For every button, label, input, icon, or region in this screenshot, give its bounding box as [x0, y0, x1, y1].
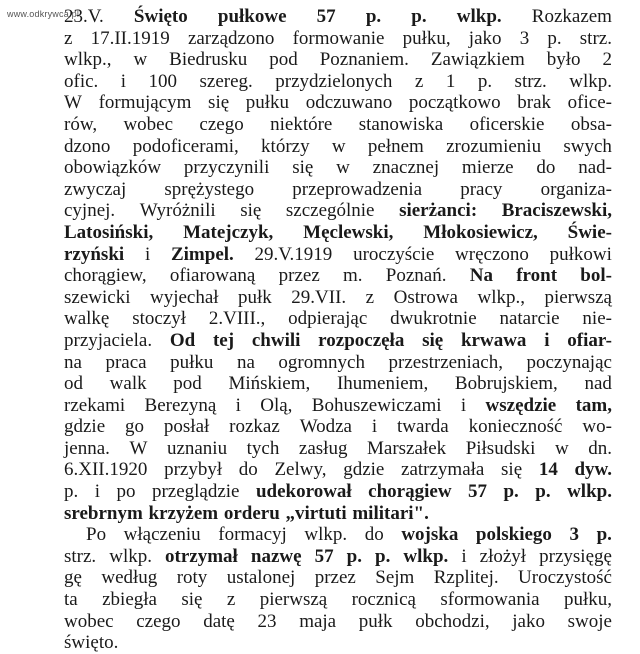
paragraph	[64, 6, 612, 524]
word: rozpoczęła	[318, 329, 405, 351]
word: 2.VIII.,	[208, 308, 266, 330]
word: tej	[212, 329, 235, 351]
word: gę	[64, 567, 82, 589]
word: przez	[314, 567, 356, 589]
word: podoficerami,	[132, 135, 239, 157]
word: się	[501, 459, 523, 481]
word: obowiązków	[64, 157, 162, 179]
word: się	[240, 200, 262, 222]
word: przysięgę	[539, 545, 612, 567]
word: czego	[136, 610, 181, 632]
text-line	[64, 524, 612, 546]
word: z	[226, 589, 236, 611]
word: p.	[535, 481, 551, 503]
word: Zimpel.	[170, 243, 234, 265]
word: datę	[203, 610, 235, 632]
text-line	[64, 200, 612, 222]
word: swoje	[567, 610, 612, 632]
word: pułku	[170, 351, 214, 373]
word: p.	[365, 6, 382, 27]
text-line	[64, 114, 612, 136]
word: Ihumeniem,	[336, 373, 429, 395]
word: chwili	[251, 329, 301, 351]
word: początkowo	[408, 92, 501, 114]
word: twarda	[397, 416, 449, 438]
word: 3	[519, 27, 530, 49]
word: rozkaz	[229, 416, 280, 438]
text-line	[64, 71, 612, 93]
word: Latosiński,	[64, 221, 154, 243]
word: jako	[468, 27, 502, 49]
word: maja	[299, 610, 337, 632]
word: ofiarowaną	[169, 265, 256, 287]
word: Męclewski,	[303, 221, 394, 243]
word: jenna.	[64, 437, 110, 459]
word: 17.II.1919	[90, 27, 170, 49]
word: ofice-	[567, 92, 612, 114]
word: posłał	[163, 416, 210, 438]
word: rocznicą	[351, 589, 416, 611]
word: wlkp.,	[64, 49, 112, 71]
word: dyw.	[574, 459, 612, 481]
word: Piłsudski	[465, 437, 536, 459]
word: pierwszą	[259, 589, 328, 611]
word: bol-	[580, 265, 612, 287]
text-line	[64, 395, 612, 417]
word: formującym	[98, 92, 192, 114]
word: się	[181, 589, 203, 611]
word: formowanie	[292, 27, 385, 49]
text-line	[64, 28, 612, 50]
word: jako	[512, 610, 545, 632]
word: praca	[105, 351, 147, 373]
word: pułkowi	[549, 243, 612, 265]
word: przyjaciela.	[64, 329, 153, 351]
word: ofic.	[64, 70, 99, 92]
word: zatrzymała	[401, 459, 485, 481]
word: orderu	[223, 502, 280, 524]
word: pułku	[245, 92, 290, 114]
word: którzy	[261, 135, 310, 157]
word: p.	[375, 545, 391, 567]
text-line	[64, 546, 612, 568]
word: tam,	[575, 394, 612, 416]
word: 3	[569, 524, 580, 546]
word: niektóre	[270, 113, 333, 135]
word: Rzplitej.	[433, 567, 499, 589]
word: i	[120, 70, 127, 92]
word: zwyczaj	[64, 178, 127, 200]
word: wlkp.	[403, 545, 449, 567]
text-line	[64, 308, 612, 330]
text-line	[64, 438, 612, 460]
word: wlkp.,	[477, 286, 525, 308]
word: wo-	[582, 416, 612, 438]
word: krwawa	[460, 329, 527, 351]
word: dzono	[64, 135, 111, 157]
word: wszędzie	[485, 394, 557, 416]
word: Uroczystość	[518, 567, 612, 589]
word: szczególnie	[285, 200, 375, 222]
word: wlkp.	[567, 481, 612, 503]
word: i	[461, 545, 467, 567]
text-line	[64, 352, 612, 374]
word: zrozumieniu	[446, 135, 542, 157]
word: nazwę	[250, 545, 302, 567]
word: pułk	[238, 286, 272, 308]
text-line	[64, 503, 612, 525]
word: stoczył	[132, 308, 187, 330]
word: pułku,	[563, 589, 612, 611]
word: roty	[176, 567, 208, 589]
word: Bobrujskiem,	[454, 373, 558, 395]
text-line	[64, 632, 612, 654]
word: ustalonej	[226, 567, 296, 589]
word: ta	[64, 589, 78, 611]
word: sierżanci:	[399, 200, 478, 222]
word: chorągiew,	[64, 265, 147, 287]
text-line	[64, 459, 612, 481]
word: święto.	[64, 632, 119, 654]
word: nad	[584, 373, 612, 395]
word: oficerskie	[469, 113, 545, 135]
word: udekorował	[255, 481, 352, 503]
text-line	[64, 373, 612, 395]
word: wobec	[64, 610, 114, 632]
word: swych	[563, 135, 612, 157]
word: 57	[316, 6, 336, 27]
word: Wyróżnili	[139, 200, 216, 222]
word: wlkp.	[304, 524, 348, 546]
word: 2	[602, 49, 612, 71]
word: rzyński	[64, 243, 125, 265]
text-line	[64, 6, 612, 28]
text-line	[64, 611, 612, 633]
word: uznaniu	[166, 437, 228, 459]
word: przez	[278, 265, 320, 287]
word: krzyżem	[148, 502, 219, 524]
word: walkę	[64, 308, 110, 330]
watermark: www.odkrywca.pl	[7, 9, 80, 19]
word: W	[129, 437, 148, 459]
word: 29.VII.	[291, 286, 347, 308]
word: p.	[596, 524, 612, 546]
word: na	[236, 351, 255, 373]
word: do	[364, 524, 384, 546]
word: p.	[547, 27, 562, 49]
word: Poznaniem.	[319, 49, 409, 71]
word: konieczność	[468, 416, 563, 438]
word: wręczono	[455, 243, 529, 265]
text-line	[64, 589, 612, 611]
text-line	[64, 481, 612, 503]
word: uroczyście	[353, 243, 435, 265]
word: gdzie	[64, 416, 106, 438]
word: stanowiska	[358, 113, 444, 135]
word: organiza-	[540, 178, 612, 200]
word: Od	[169, 329, 196, 351]
word: 57	[314, 545, 334, 567]
word: Biedrusku	[169, 49, 248, 71]
word: Ostrowa	[393, 286, 458, 308]
word: z	[64, 27, 73, 49]
word: p.	[477, 70, 493, 92]
word: wyjechał	[149, 286, 219, 308]
text-line	[64, 49, 612, 71]
word: m.	[343, 265, 363, 287]
word: się	[422, 329, 444, 351]
word: pułk	[358, 610, 393, 632]
word: Olą,	[260, 394, 293, 416]
word: zasług	[298, 437, 348, 459]
word: ogromnych	[278, 351, 365, 373]
word: wlkp.	[109, 545, 152, 567]
word: przyczynili	[183, 157, 270, 179]
word: Berezyną	[144, 394, 217, 416]
word: rzekami	[64, 394, 126, 416]
word: pod	[269, 49, 298, 71]
word: Bohuszewiczami	[311, 394, 442, 416]
word: Poznań.	[385, 265, 447, 287]
text-line	[64, 287, 612, 309]
paragraph	[64, 524, 612, 654]
word: i	[94, 481, 100, 503]
word: sformowania	[440, 589, 540, 611]
word: natarcie	[499, 308, 560, 330]
word: obchodzi,	[415, 610, 490, 632]
word: Marszałek	[367, 437, 447, 459]
word: 6.XII.1920	[64, 459, 148, 481]
word: zbiegła	[102, 589, 157, 611]
word: włączeniu	[123, 524, 201, 546]
word: przydzielonych	[275, 70, 393, 92]
word: strz.	[64, 545, 97, 567]
word: walk	[109, 373, 147, 395]
word: pułku,	[402, 27, 451, 49]
word: i	[460, 394, 467, 416]
word: Matejczyk,	[183, 221, 274, 243]
word: Na	[469, 265, 493, 287]
word: strz.	[514, 70, 547, 92]
word: 23.V.	[64, 6, 104, 27]
word: Młokosiewicz,	[423, 221, 538, 243]
word: sprężystego	[164, 178, 255, 200]
word: 23	[257, 610, 277, 632]
word: się	[292, 157, 314, 179]
word: do	[536, 157, 556, 179]
word: i	[371, 416, 378, 438]
word: od	[64, 373, 83, 395]
word: przybył	[164, 459, 223, 481]
article-text	[64, 6, 612, 654]
word: W	[64, 92, 82, 114]
text-line	[64, 222, 612, 244]
word: 14	[538, 459, 558, 481]
word: i	[144, 243, 151, 265]
word: „virtuti	[285, 502, 347, 524]
word: nad-	[578, 157, 612, 179]
word: militari".	[352, 502, 429, 524]
word: pod	[173, 373, 202, 395]
word: szereg.	[199, 70, 253, 92]
word: wojska	[401, 524, 459, 546]
word: p.	[503, 481, 519, 503]
word: odpierając	[288, 308, 368, 330]
word: znacznej	[372, 157, 440, 179]
word: z	[414, 70, 424, 92]
text-line	[64, 567, 612, 589]
word: brak	[517, 92, 552, 114]
text-line	[64, 92, 612, 114]
word: gdzie	[343, 459, 385, 481]
text-line	[64, 265, 612, 287]
word: nie-	[582, 308, 612, 330]
word: Wodza	[299, 416, 352, 438]
word: i	[235, 394, 241, 416]
word: 29.V.1919	[254, 243, 333, 265]
word: w	[331, 135, 346, 157]
word: się	[208, 92, 230, 114]
word: 57	[468, 481, 488, 503]
text-line	[64, 157, 612, 179]
word: p.	[346, 545, 362, 567]
word: mierze	[461, 157, 514, 179]
word: 1	[445, 70, 456, 92]
word: srebrnym	[64, 502, 143, 524]
word: pracy	[460, 178, 503, 200]
word: według	[101, 567, 158, 589]
word: czego	[199, 113, 244, 135]
word: obsa-	[570, 113, 612, 135]
word: Braciszewski,	[501, 200, 612, 222]
text-line	[64, 416, 612, 438]
word: pierwszą	[544, 286, 612, 308]
word: p.	[64, 481, 79, 503]
text-line	[64, 330, 612, 352]
word: Mińskiem,	[228, 373, 311, 395]
word: Świe-	[567, 221, 612, 243]
word: poczynając	[526, 351, 612, 373]
word: w	[336, 157, 350, 179]
word: Rozkazem	[531, 6, 612, 27]
word: z	[365, 286, 375, 308]
word: zarządzono	[187, 27, 275, 49]
word: cyjnej.	[64, 200, 116, 222]
word: rów,	[64, 113, 98, 135]
word: przeglądzie	[151, 481, 240, 503]
word: 100	[148, 70, 178, 92]
word: wobec	[123, 113, 174, 135]
text-line	[64, 244, 612, 266]
word: strz.	[579, 27, 612, 49]
word: pełnem	[367, 135, 424, 157]
word: było	[546, 49, 581, 71]
word: odczuwano	[305, 92, 393, 114]
word: tych	[246, 437, 280, 459]
word: po	[116, 481, 136, 503]
word: w	[133, 49, 148, 71]
word: otrzymał	[165, 545, 238, 567]
word: wlkp.	[456, 6, 502, 27]
word: Po	[86, 524, 107, 546]
word: polskiego	[475, 524, 552, 546]
word: Zawiązkiem	[430, 49, 525, 71]
word: p.	[411, 6, 427, 27]
word: przestrzeniach,	[388, 351, 503, 373]
word: ofiar-	[567, 329, 612, 351]
word: pułkowe	[217, 6, 287, 27]
word: do	[238, 459, 258, 481]
word: front	[516, 265, 558, 287]
word: dwukrotnie	[390, 308, 477, 330]
word: formacyj	[218, 524, 287, 546]
word: i	[544, 329, 550, 351]
word: na	[64, 351, 82, 373]
word: Zelwy,	[274, 459, 327, 481]
text-line	[64, 179, 612, 201]
word: przeprowadzenia	[292, 178, 423, 200]
word: w	[554, 437, 569, 459]
text-line	[64, 136, 612, 158]
word: Sejm	[375, 567, 415, 589]
word: dn.	[588, 437, 612, 459]
word: szewicki	[64, 286, 131, 308]
word: go	[125, 416, 145, 438]
word: Święto	[133, 6, 188, 27]
word: chorągiew	[368, 481, 452, 503]
word: złożył	[479, 545, 527, 567]
word: wlkp.	[569, 70, 612, 92]
